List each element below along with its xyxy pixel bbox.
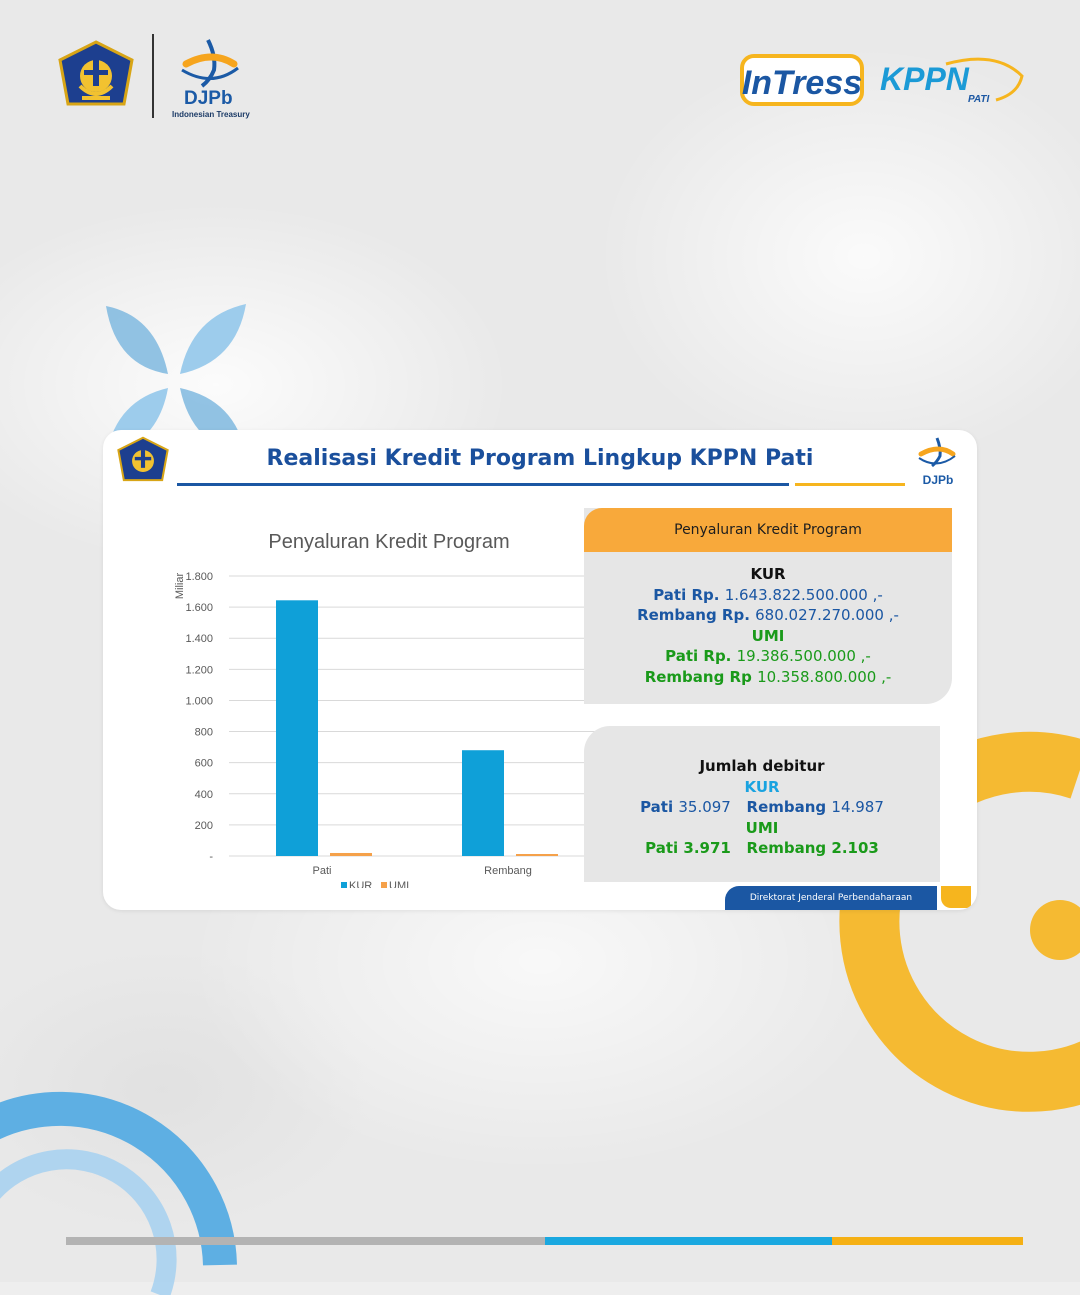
y-tick-label: 800 — [194, 726, 213, 739]
title-underline-yellow — [795, 483, 905, 486]
debtor-umi-line — [584, 838, 940, 859]
umi-rembang-line — [584, 667, 952, 688]
y-tick-label: 600 — [194, 757, 213, 770]
card-footer-accent — [941, 886, 971, 908]
umi-rembang-value: 10.358.800.000 ,- — [757, 667, 892, 686]
djpb-small-logo-icon — [915, 436, 961, 488]
djpb-logo-subtext: Indonesian Treasury — [172, 110, 250, 119]
legend-label: KUR — [349, 880, 373, 888]
disbursement-panel — [584, 508, 952, 704]
kur-heading: KUR — [750, 565, 786, 583]
bar-umi-rembang — [516, 854, 558, 856]
debtor-kur-pati-value: 35.097 — [678, 798, 731, 816]
blue-ring-decoration-icon — [0, 1065, 240, 1295]
kur-pati-line — [584, 585, 952, 606]
title-underline-blue — [177, 483, 789, 486]
y-tick-label: 1.000 — [185, 695, 213, 708]
intress-logo-text: InTress — [741, 64, 863, 102]
y-tick-label: - — [209, 851, 213, 863]
kppn-logo-subtext: PATI — [968, 94, 990, 105]
kur-rembang-line — [584, 605, 952, 626]
debtor-umi-pati-label: Pati — [645, 839, 679, 857]
y-tick-label: 1.400 — [185, 633, 213, 646]
legend-swatch — [341, 882, 347, 888]
chart-title: Penyaluran Kredit Program — [268, 531, 510, 553]
debtor-umi-heading: UMI — [745, 818, 779, 837]
debtor-heading: Jumlah debitur — [699, 757, 825, 775]
kur-pati-label: Pati Rp. — [653, 585, 720, 604]
umi-heading: UMI — [751, 626, 785, 645]
x-tick-label: Rembang — [484, 865, 532, 877]
credit-program-card — [103, 430, 977, 910]
debtor-kur-line — [584, 797, 940, 818]
bottom-bar-segment — [545, 1237, 832, 1245]
y-tick-label: 400 — [194, 788, 213, 801]
debtor-umi-rembang-value: 2.103 — [831, 839, 879, 857]
y-tick-label: 200 — [194, 819, 213, 832]
y-tick-label: 1.200 — [185, 664, 213, 677]
legend-label: UMI — [389, 880, 410, 888]
credit-program-bar-chart — [165, 518, 605, 888]
x-tick-label: Pati — [312, 865, 332, 877]
debtor-count-panel — [584, 726, 940, 882]
umi-pati-value: 19.386.500.000 ,- — [736, 647, 871, 665]
debtor-kur-rembang-value: 14.987 — [831, 798, 884, 816]
debtor-kur-heading: KUR — [744, 777, 780, 796]
umi-rembang-label: Rembang Rp — [644, 667, 752, 686]
umi-pati-line — [584, 646, 952, 667]
bar-umi-pati — [330, 853, 372, 856]
intress-logo-icon — [740, 52, 866, 108]
legend-swatch — [381, 882, 387, 888]
card-title: Realisasi Kredit Program Lingkup KPPN Pati — [266, 446, 814, 471]
bar-kur-rembang — [462, 750, 504, 856]
bottom-bar-segment — [66, 1237, 545, 1245]
bottom-color-bar — [66, 1237, 1023, 1245]
disbursement-panel-header: Penyaluran Kredit Program — [584, 508, 952, 552]
debtor-kur-rembang-label: Rembang — [746, 798, 827, 816]
kur-rembang-value: 680.027.270.000 ,- — [755, 606, 899, 624]
y-tick-label: 1.800 — [185, 571, 213, 583]
bottom-bar-segment — [832, 1237, 1023, 1245]
kemenkeu-logo-icon — [58, 40, 134, 112]
bar-kur-pati — [276, 600, 318, 856]
debtor-kur-pati-label: Pati — [640, 798, 674, 816]
djpb-small-logo-text: DJPb — [922, 473, 954, 487]
y-axis-label: Miliar — [174, 572, 186, 600]
umi-pati-label: Pati Rp. — [665, 647, 732, 665]
djpb-logo-text: DJPb — [184, 88, 233, 109]
kppn-logo-icon — [876, 54, 1026, 106]
debtor-umi-rembang-label: Rembang — [746, 839, 827, 857]
kppn-logo-text: KPPN — [880, 61, 969, 97]
y-tick-label: 1.600 — [185, 602, 213, 615]
kur-rembang-label: Rembang Rp. — [637, 606, 750, 624]
card-footer-strip: Direktorat Jenderal Perbendaharaan — [725, 886, 937, 910]
kur-pati-value: 1.643.822.500.000 ,- — [724, 585, 883, 604]
header-divider — [152, 34, 154, 118]
debtor-umi-pati-value: 3.971 — [683, 839, 731, 857]
